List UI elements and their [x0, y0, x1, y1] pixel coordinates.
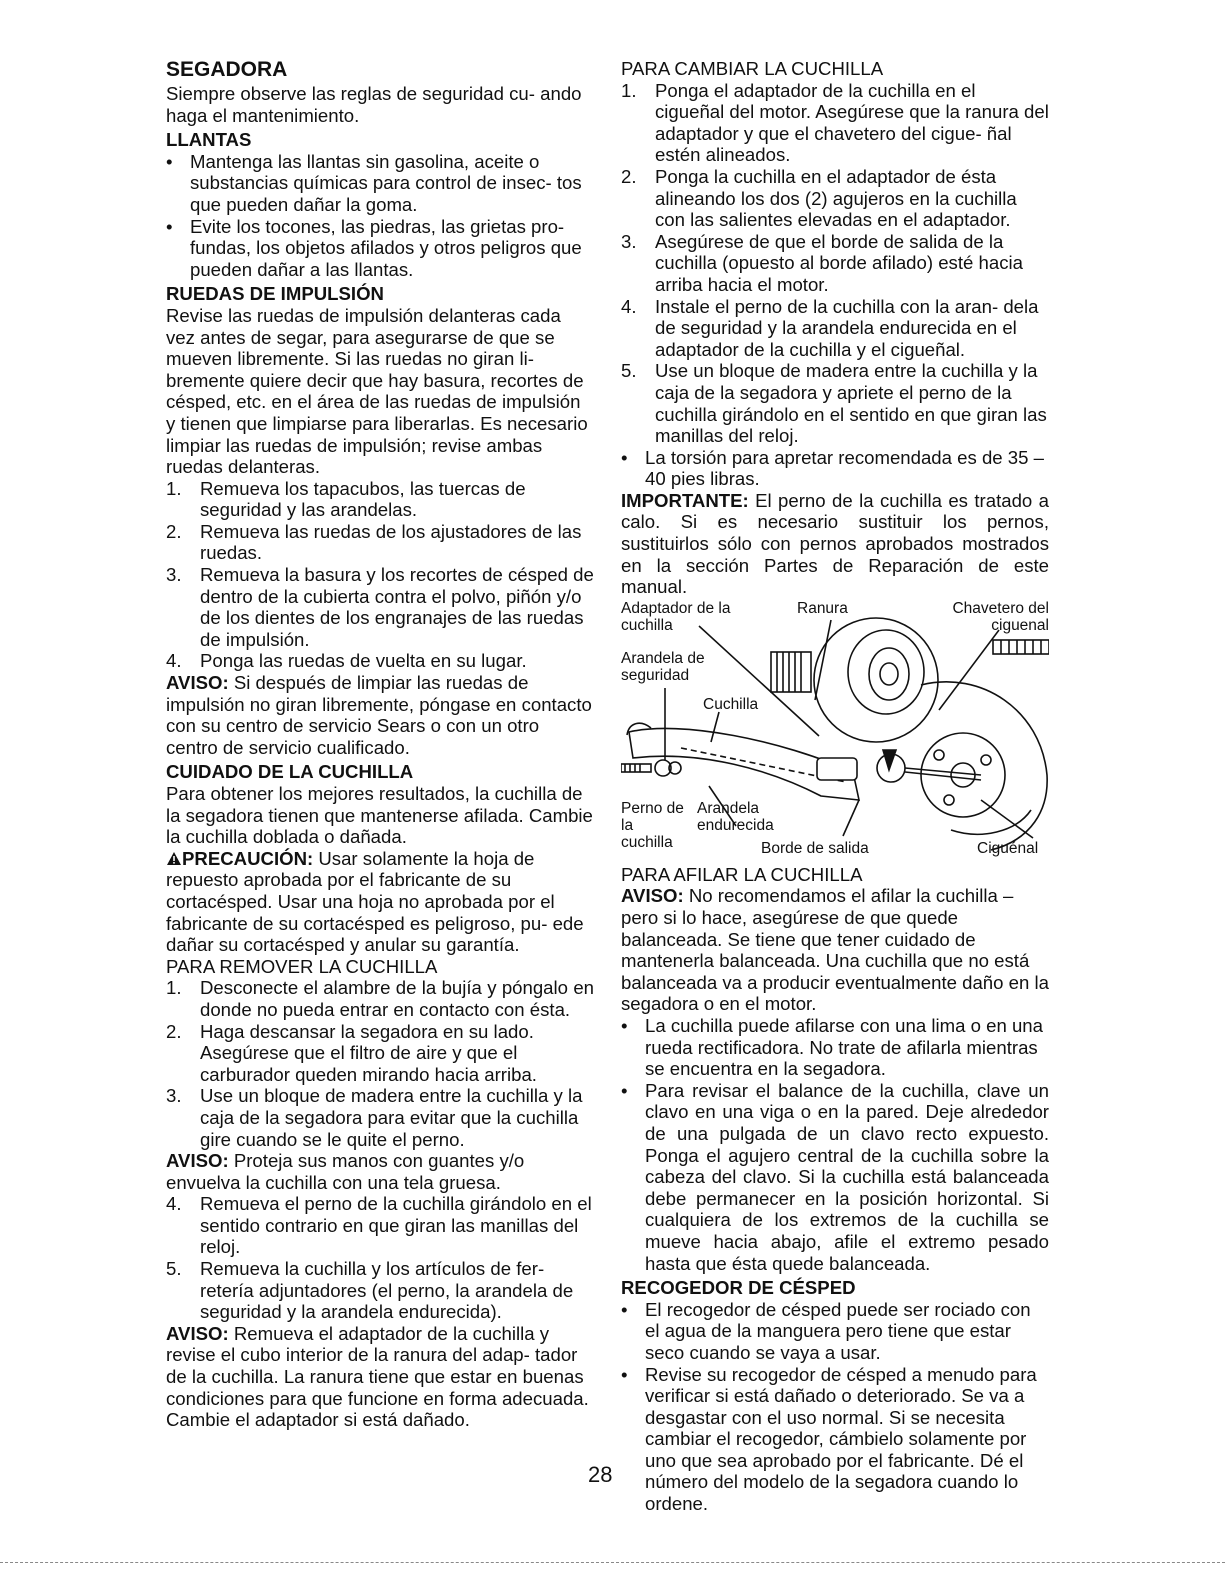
aviso-note: AVISO: Proteja sus manos con guantes y/o envuelva la cuchilla con una tela gruesa.	[166, 1150, 525, 1193]
list-item: 5. Remueva la cuchilla y los artículos de fer- retería adjuntadores (el perno, la arandela de seguridad y la arandela endurecida).	[166, 1258, 574, 1323]
remover-heading: PARA REMOVER LA CUCHILLA	[166, 955, 438, 977]
blade-illustration	[621, 600, 1049, 862]
intro-text: Siempre observe las reglas de seguridad cu- ando haga el mantenimiento.	[166, 83, 582, 126]
list-item: • La cuchilla puede afilarse con una lima o en una rueda rectificadora. No trate de afilarla mientras se encuentra en la segadora.	[621, 1015, 1043, 1080]
label-arandela-seguridad: Arandela de seguridad	[621, 649, 705, 684]
ruedas-heading: RUEDAS DE IMPULSIÓN	[166, 283, 384, 305]
label-ciguenal: Ciguénal	[977, 839, 1039, 857]
list-item: 4. Instale el perno de la cuchilla con la aran- dela de seguridad y la arandela endurecida en el adaptador de la cuchilla y el cigueñal.	[621, 295, 1039, 360]
section-title: SEGADORA	[166, 58, 288, 81]
list-item: • Evite los tocones, las piedras, las grietas pro- fundas, los objetos afilados y otros peligros que pueden dañar a las llantas.	[166, 215, 582, 280]
list-item: • Revise su recogedor de césped a menudo para verificar si está dañado o deteriorado. Se va a desgastar con el uso normal. Si se necesita cambiar el recogedor, cámbielo solamente por uno que sea aprobado por el fabricante. Dé el número del modelo de la segadora cuando lo ordene.	[621, 1363, 1037, 1515]
cuidado-text: Para obtener los mejores resultados, la cuchilla de la segadora tienen que mantenerse afilada. Cambie la cuchilla doblada o dañada.	[166, 783, 593, 848]
list-item: 4. Ponga las ruedas de vuelta en su lugar.	[166, 650, 527, 672]
label-cuchilla: Cuchilla	[703, 695, 759, 713]
label-arandela-endurecida: Arandela endurecida	[697, 799, 774, 834]
blade-assembly-diagram	[621, 600, 1049, 862]
list-item: 5. Use un bloque de madera entre la cuchilla y la caja de la segadora y apriete el perno de la cuchilla girándolo en el sentido en que giran las manillas del reloj.	[621, 360, 1047, 447]
page-number: 28	[588, 1462, 613, 1487]
list-item: 2. Remueva las ruedas de los ajustadores de las ruedas.	[166, 520, 582, 564]
footer-divider	[0, 1562, 1225, 1564]
recogedor-heading: RECOGEDOR DE CÉSPED	[621, 1277, 856, 1299]
right-column	[621, 58, 1049, 1515]
cuidado-heading: CUIDADO DE LA CUCHILLA	[166, 761, 414, 783]
afilar-heading: PARA AFILAR LA CUCHILLA	[621, 863, 863, 885]
list-item: 3. Remueva la basura y los recortes de césped de dentro de la cubierta contra el polvo, piñón y/o de los dientes de los engranajes de las ruedas de impulsión.	[166, 564, 594, 650]
label-adaptador: Adaptador de la cuchilla	[621, 599, 731, 634]
list-item: 1. Remueva los tapacubos, las tuercas de seguridad y las arandelas.	[166, 477, 526, 521]
label-borde: Borde de salida	[761, 839, 869, 857]
left-column	[166, 58, 594, 1431]
aviso-note: AVISO: No recomendamos el afilar la cuchilla – pero si lo hace, asegúrese de que quede balanceada. Se tiene que tener cuidado de mantenerla balanceada. Una cuchilla que no está balanceada va a producir eventualmente daño en la segadora o en el motor.	[621, 885, 1049, 1015]
importante-note: IMPORTANTE: El perno de la cuchilla es tratado a calo. Si es necesario sustituir los pernos, sustituirlos sólo con pernos aprobados mostrados en la sección Partes de Reparación de este manual.	[621, 489, 1049, 598]
list-item: • El recogedor de césped puede ser rociado con el agua de la manguera pero tiene que estar seco cuando se vaya a usar.	[621, 1298, 1031, 1363]
label-perno: Perno de la cuchilla	[621, 799, 684, 851]
list-item: 3. Use un bloque de madera entre la cuchilla y la caja de la segadora para evitar que la cuchilla gire cuando se le quite el perno.	[166, 1085, 583, 1150]
list-item: 3. Asegúrese de que el borde de salida de la cuchilla (opuesto al borde afilado) esté hacia arriba hacia el motor.	[621, 230, 1023, 295]
label-ranura: Ranura	[797, 599, 848, 617]
list-item: 1. Ponga el adaptador de la cuchilla en el cigueñal del motor. Asegúrese que la ranura del adaptador y que el chavetero del cigue- ñal estén alineados.	[621, 79, 1049, 166]
list-item: 1. Desconecte el alambre de la bujía y póngalo en donde no pueda entrar en contacto con ésta.	[166, 977, 594, 1020]
list-item: 4. Remueva el perno de la cuchilla girándolo en el sentido contrario en que giran las manillas del reloj.	[166, 1193, 592, 1258]
list-item: • La torsión para apretar recomendada es de 35 – 40 pies libras.	[621, 446, 1044, 490]
list-item: 2. Ponga la cuchilla en el adaptador de ésta alineando los dos (2) agujeros en la cuchilla con las salientes elevadas en el adaptador.	[621, 165, 1017, 231]
list-item: 2. Haga descansar la segadora en su lado. Asegúrese que el filtro de aire y que el carburador queden mirando hacia arriba.	[166, 1020, 537, 1085]
warning-icon	[166, 851, 182, 866]
list-item: • Para revisar el balance de la cuchilla, clave un clavo en una viga o en la pared. Deje alrededor de una pulgada de un clavo recto expuesto. Ponga el agujero central de la cuchilla sobre la cabeza del clavo. Si la cuchilla está balanceada debe permanecer en la posición horizontal. Si cualquiera de los extremos de la cuchilla se mueve hacia abajo, afile el extremo pesado hasta que ésta quede balanceada.	[621, 1079, 1049, 1274]
ruedas-text: Revise las ruedas de impulsión delanteras cada vez antes de segar, para asegurarse de que se mueven libremente. Si las ruedas no giran li- bremente quiere decir que hay basura, recortes de césped, etc. en el área de las ruedas de impulsión y tienen que limpiarse para liberarlas. Es necesario limpiar las ruedas de impulsión; revise ambas ruedas delanteras.	[166, 304, 588, 478]
aviso-note: AVISO: Remueva el adaptador de la cuchilla y revise el cubo interior de la ranura del adap- tador de la cuchilla. La ranura tiene que estar en buenas condiciones para que funcione en forma adecuada. Cambie el adaptador si está dañado.	[166, 1322, 589, 1431]
cambiar-heading: PARA CAMBIAR LA CUCHILLA	[621, 58, 884, 79]
label-chavetero: Chavetero del ciguenal	[952, 599, 1049, 634]
aviso-note: AVISO: Si después de limpiar las ruedas de impulsión no giran libremente, póngase en contacto con su centro de servicio Sears o con un otro centro de servicio cualificado.	[166, 672, 592, 758]
precaucion-note: PRECAUCIÓN: Usar solamente la hoja de repuesto aprobada por el fabricante de su cortacésped. Usar una hoja no aprobada por el fabricante de su cortacésped es peligroso, pu- ede dañar su cortacésped y anular su garantía.	[166, 847, 584, 956]
llantas-heading: LLANTAS	[166, 129, 252, 151]
list-item: • Mantenga las llantas sin gasolina, aceite o substancias químicas para control de insec- tos que pueden dañar la goma.	[166, 150, 582, 215]
